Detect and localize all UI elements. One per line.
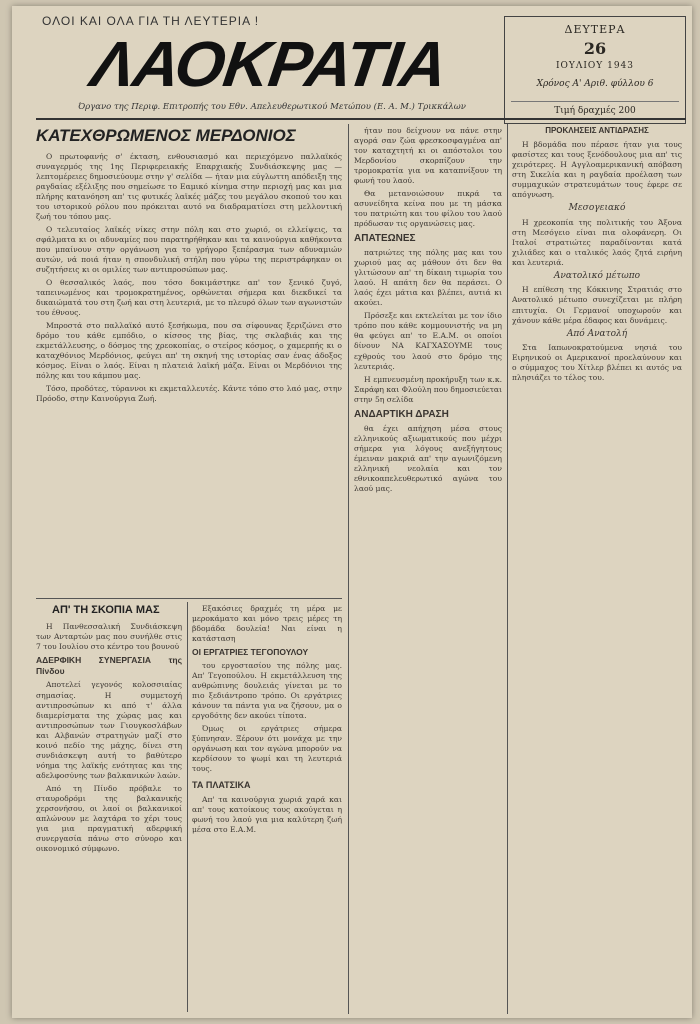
paragraph: Απ' τα καινούργια χωριά χαρά και απ' τους κατοίκους τους ακούγεται η φωνή του λαού για μια καλύτερη ζωή μέσα στο Ε.Α.Μ. [192,795,342,835]
newspaper-subtitle: Όργανο της Περιφ. Επιτροπής του Εθν. Απελευθερωτικού Μετώπου (Ε. Α. Μ.) Τρικκάλων [78,102,466,112]
paragraph: Θα μετανοιώσουν πικρά τα ασυνείδητα κείνα που με τη μάσκα του πατριώτη και του φίλου του λαού πρόδωσαν τις οργανώσεις μας. [354,189,502,229]
column-d [512,126,682,1014]
month-year: ΙΟΥΛΙΟΥ 1943 [555,61,634,71]
paragraph: Ο θεσσαλικός λαός, που τόσο δοκιμάστηκε απ' τον ξενικό ζυγό, ταπεινωμένος και τρομοκρατημένος, ορθώνεται σήμερα και διεκδικεί τα δικαιώματά του στη ζωή και στη λευτεριά, με το πλευρό όλων των αγωνιστών του έθνους. [36,278,342,318]
inline-headline: ΤΑ ΠΛΑΤΣΙΚΑ [192,780,251,791]
price: Τιμή δραχμές 200 [511,101,679,116]
paragraph: του εργοστασίου της πόλης μας. Απ' Τεγοπούλου. Η εκμετάλλευση της ανθρώπινης δουλειάς γίνεται με το πιο ξεδιάντροπο τρόπο. Οι εργάτριες κάνουν τα πάντα για να ζήσουν, μα ο εργοδότης δεν ακούει τίποτα. [192,661,342,721]
column-b [192,604,342,1014]
section-title: Μεσογειακό [568,202,626,213]
inline-headline: ΑΔΕΡΦΙΚΗ ΣΥΝΕΡΓΑΣΙΑ της Πίνδου [36,655,182,677]
paragraph: Τόσο, προδότες, τύραννοι κι εκμεταλλευτές. Κάντε τόπο στο λαό μας, στην Πρόοδο, στην Καινούργια Ζωή. [36,384,342,404]
paragraph: Ο πρωτοφανής σ' έκταση, ενθουσιασμό και περιεχόμενο παλλαϊκός συναγερμός της 1ης Περιφερειακής Επαρχιακής Συνδιάσκεψης μας — λεπτομέρειες δημοσιεύουμε στην γ' σελίδα — ήταν μια εύγλωττη απόδειξη της ραγδαίας εξέλιξης που σημείωσε το Εαμικό κίνημα στην περιοχή μας και μια πλήρης κατανόηση απ' τις φυτικές λαϊκές μάζες του μεγάλου σκοπού του και του ιστορικού ρόλου που πρόκειται αυτό να διαδραματίσει στη μελλοντική ζωή του τόπου μας. [36,152,342,222]
column-divider [348,124,349,1014]
paragraph: ήταν που δείχνουν να πάνε στην αγορά σαν ζώα φρεσκοσφαγμένα απ' τον καταχτητή κι οι απόστολοι του Μερδονίου σκορπίζουν την τρομοκρατία για να καταπνίξουν τη φωνή του λαού. [354,126,502,186]
divider [36,598,342,599]
column-a [36,622,182,1012]
paragraph: Η Πανθεσσαλική Συνδιάσκεψη των Ανταρτών μας που συνήλθε στις 7 του Ιουλίου στο κέντρο του βουνού [36,622,182,652]
newspaper-title: ΛΑΟΚΡΑΤΙΑ [87,28,451,100]
paragraph: Η επίθεση της Κόκκινης Στρατιάς στο Ανατολικό μέτωπο συνεχίζεται με πλήρη επιτυχία. Οι Γερμανοί υποχωρούν και χάνουν κάθε μέρα έδαφος και δυνάμεις. [512,285,682,325]
column-c [354,126,502,1014]
paragraph: Η χρεοκοπία της πολιτικής του Άξονα στη Μεσόγειο είναι πια ολοφάνερη. Οι Ιταλοί στρατιώτες παραδίνονται κατά χιλιάδες και ο ιταλικός λαός ζητά ειρήνη και λευτεριά. [512,217,682,267]
inline-headline: ΠΡΟΚΛΗΣΕΙΣ ΑΝΤΙΔΡΑΣΗΣ [545,126,649,135]
inline-headline: ΟΙ ΕΡΓΑΤΡΙΕΣ ΤΕΓΟΠΟΥΛΟΥ [192,647,309,658]
day-number: 26 [583,39,607,58]
paragraph: Στα Ιαπωνοκρατούμενα νησιά του Ειρηνικού οι Αμερικανοί προελαύνουν και ο σύμμαχος του Χίτλερ βλέπει κι αυτός να πλησιάζει το τέλος του. [512,343,682,383]
weekday: ΔΕΥΤΕΡΑ [564,23,626,36]
newspaper-page [12,6,692,1018]
paragraph: Από τη Πίνδο πρόβαλε το σταυροδρόμι της βαλκανικής χερσονήσου, οι λαοί οι βαλκανικοί απλώνουν με λαχτάρα το χέρι τους για μια πραγματική αδερφική συνεργασία πάνω στο σύνορο και οικονομικό σύμφωνο. [36,783,182,853]
column-a-headline: ΑΠ' ΤΗ ΣΚΟΠΙΑ ΜΑΣ [52,604,160,616]
paragraph: Η βδομάδα που πέρασε ήταν για τους φασίστες και τους ξενόδουλους μια απ' τις χειρότερες. Η Αγγλοαμερικανική απόβαση στη Σικελία και η ραγδαία προέλαση των συμμαχικών στρατευμάτων τους έφερε σε απόγνωση. [512,139,682,199]
paragraph: πατριώτες της πόλης μας και του χωριού μας ας μάθουν ότι δεν θα γλιτώσουν απ' τη δίκαιη τιμωρία του λαού. Η απάτη δεν θα περάσει. Ο λαός έχει μάτια και βλέπει, αυτιά κι ακούει. [354,248,502,308]
paragraph: θα έχει απήχηση μέσα στους ελληνικούς αξιωματικούς που μέχρι σήμερα για λόγους ανεξήγητους έμειναν μακριά απ' την αγωνιζόμενη ελληνική νεολαία και τον εθνικοαπελευθερωτικό αγώνα του λαού μας. [354,423,502,493]
inline-headline: ΑΝΔΑΡΤΙΚΗ ΔΡΑΣΗ [354,408,449,420]
main-article [36,152,342,592]
column-divider [187,602,188,1012]
section-title: Από Ανατολή [566,328,628,339]
paragraph: Εξακόσιες δραχμές τη μέρα με μεροκάματο και μόνο τρεις μέρες τη βδομάδα δουλεία! Ναι είναι η κατάσταση [192,604,342,644]
paragraph: Αποτελεί γεγονός κολοσσιαίας σημασίας. Η συμμετοχή αντιπροσώπων κι από τ' άλλα διαμερίσματα της χώρας μας και αντιπροσώπων των Γιουγκοσλάβων και Αλβανών στρατηγών μαζί στο κοινό πεδίο της μάχης, δίνει στη συνδιάσκεψη αυτή το βαθύτερο νόημα της λαϊκής ενότητας και της αδελφοσύνης των βαλκανικών λαών. [36,680,182,780]
section-title: Ανατολικό μέτωπο [553,270,641,281]
paragraph: Όμως οι εργάτριες σήμερα ξύπνησαν. Ξέρουν ότι μονάχα με την οργάνωση και τον αγώνα μπορούν να κερδίσουν το ψωμί και τη λευτεριά τους. [192,724,342,774]
paragraph: Μπροστά στο παλλαϊκό αυτό ξεσήκωμα, που σα σίφουνας ξεριζώνει στο δρόμο του κάθε εμπόδιο, ο κίσσος της βίας, της σκλαβιάς και της εκμετάλλευσης, ο δόσμος της χρεοκοπίας, ο στείρος κόσμος, ο χαμερπής κι ο καταχθόνιος Μερδόνιος, φεύγει απ' τη σκηνή της ιστορίας σαν ένας άδοξος κόσμος. Είναι ο λαός. Είναι η πλατειά λαϊκή μάζα. Είναι οι Μερδόνιοι της πόλης και του κάμπου μας. [36,321,342,381]
inline-headline: ΑΠΑΤΕΩΝΕΣ [354,233,416,245]
paragraph: Η εμπνευσμένη προκήρυξη των κ.κ. Σαράφη και Φλούλη που δημοσιεύεται στην 5η σελίδα [354,374,502,404]
paragraph: Ο τελευταίος λαϊκές νίκες στην πόλη και στο χωριό, οι ελλείψεις, τα σφάλματα κι οι αδυναμίες που παρατηρήθηκαν και τα καινούργια καθήκοντα που μπαίνουν στην οργάνωση για το γρήγορο ξεπέρασμα των αδυναμιών αυτών, νά ποιά ήταν η σπονδυλική στήλη που γύρω της περιστράφηκαν οι συζητήσεις κι οι ομιλίες των αντιπροσώπων μας. [36,225,342,275]
column-divider [507,124,508,1014]
header-rule [36,118,686,120]
issue-number: Χρόνος Α' Αριθ. φύλλου 6 [536,79,654,89]
date-box [504,16,686,124]
paragraph: Πρόσεξε και εκτελείται με τον ίδιο τρόπο που κάθε κομμουνιστής να μη θα φεύγει απ' το Ε.Α.Μ. οι οποίοι δίνουν ΝΑ ΚΑΓΧΑΣΟΥΜΕ τους εχθρούς του λαού στο δρόμο της λευτεριάς. [354,311,502,371]
slogan: ΟΛΟΙ ΚΑΙ ΟΛΑ ΓΙΑ ΤΗ ΛΕΥΤΕΡΙΑ ! [42,14,260,28]
main-headline: ΚΑΤΕΧΘΡΩΜΕΝΟΣ ΜΕΡΔΟΝΙΟΣ [36,126,296,145]
